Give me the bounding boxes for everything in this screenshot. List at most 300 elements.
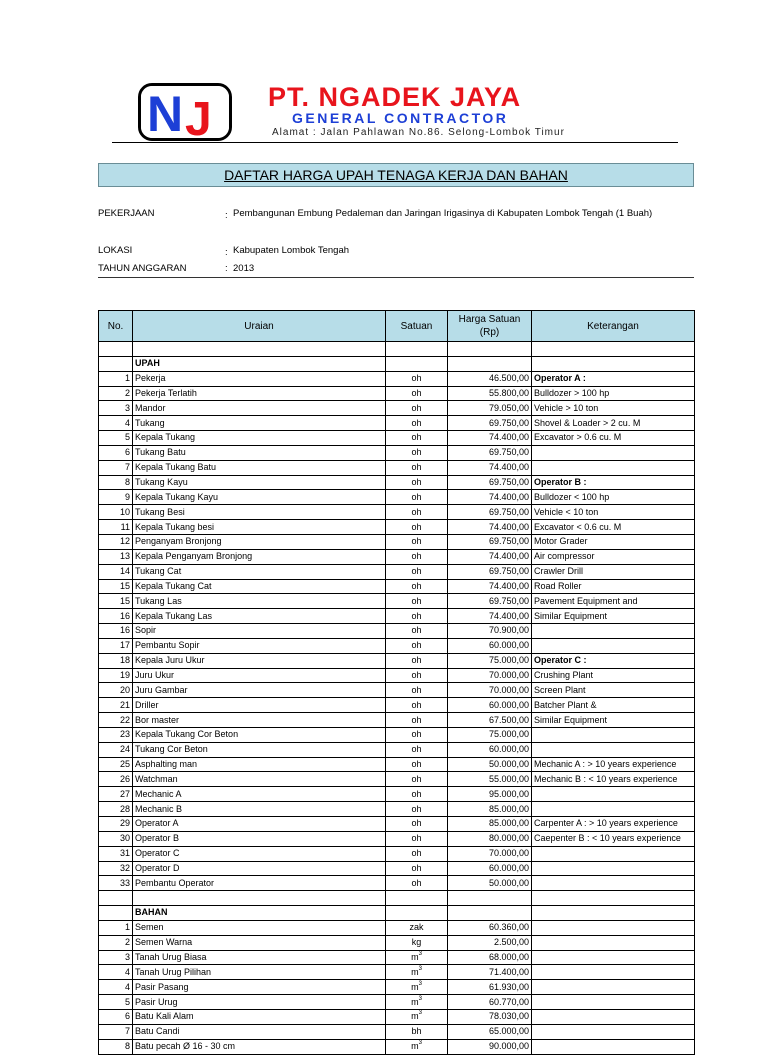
cell-satuan-text: oh [411,521,422,532]
cell-satuan [386,713,448,728]
cell-uraian [133,416,386,431]
cell-no [99,505,133,520]
cell-keterangan-text: Excavator < 0.6 cu. M [534,521,622,532]
table-row [99,624,695,639]
cell-keterangan [532,431,695,446]
cell-uraian [133,638,386,653]
cell-satuan-text: oh [411,625,422,636]
cell-uraian [133,609,386,624]
cell-keterangan-text: Carpenter A : > 10 years experience [534,818,678,829]
cell-harga-text: 74.400,00 [488,432,529,443]
cell-no [99,980,133,995]
cell-uraian [133,772,386,787]
table-row [99,906,695,921]
cell-no-text: 29 [119,818,130,829]
cell-keterangan [532,742,695,757]
cell-harga-text: 74.400,00 [488,551,529,562]
cell-satuan-text: oh [411,818,422,829]
cell-no-text: 16 [119,610,130,621]
cell-no-text: 8 [124,1041,130,1052]
cell-keterangan-text: Excavator > 0.6 cu. M [534,432,622,443]
cell-no [99,772,133,787]
cell-satuan-text: oh [411,877,422,888]
cell-harga [448,594,532,609]
cell-uraian [133,1039,386,1054]
cell-no-text: 7 [124,462,130,473]
cell-keterangan [532,371,695,386]
cell-harga-text: 75.000,00 [488,729,529,740]
nj-logo-mark [141,86,229,138]
table-row [99,1009,695,1024]
header-harga [448,311,532,342]
table-row [99,876,695,891]
cell-keterangan-text: Bulldozer < 100 hp [534,491,610,502]
cell-uraian-text: Tanah Urug Pilihan [135,966,212,977]
cell-satuan [386,475,448,490]
table-row [99,772,695,787]
cell-keterangan [532,861,695,876]
table-row [99,668,695,683]
cell-no [99,460,133,475]
table-row [99,787,695,802]
cell-satuan [386,445,448,460]
cell-harga-text: 69.750,00 [488,566,529,577]
table-row [99,727,695,742]
cell-no-text: 28 [119,803,130,814]
header-divider [112,142,678,143]
cell-uraian-text: Operator A [135,818,179,829]
unit-exponent: 3 [418,995,422,1002]
cell-keterangan [532,490,695,505]
cell-no-text: 21 [119,699,130,710]
cell-satuan [386,1039,448,1054]
cell-satuan [386,505,448,520]
cell-harga [448,713,532,728]
cell-satuan-text: oh [411,655,422,666]
cell-harga-text: 55.800,00 [488,387,529,398]
cell-harga [448,861,532,876]
cell-keterangan [532,1009,695,1024]
table-row [99,371,695,386]
cell-keterangan [532,520,695,535]
cell-keterangan [532,416,695,431]
cell-harga-text: 74.400,00 [488,521,529,532]
cell-keterangan [532,846,695,861]
cell-satuan [386,668,448,683]
cell-uraian [133,683,386,698]
cell-no [99,713,133,728]
cell-harga-text: 55.000,00 [488,773,529,784]
cell-no-text: 6 [124,1011,130,1022]
cell-no [99,342,133,357]
cell-uraian [133,906,386,921]
cell-uraian [133,342,386,357]
cell-harga [448,564,532,579]
cell-uraian-text: Kepala Penganyam Bronjong [135,551,253,562]
cell-satuan [386,846,448,861]
cell-satuan [386,772,448,787]
cell-no [99,787,133,802]
cell-keterangan [532,950,695,965]
cell-harga-text: 65.000,00 [488,1026,529,1037]
cell-keterangan-text: Motor Grader [534,536,588,547]
cell-no [99,475,133,490]
cell-uraian-text: Operator C [135,848,180,859]
cell-keterangan [532,772,695,787]
cell-harga [448,1024,532,1039]
header-harga-line1: Harga Satuan [458,314,521,325]
cell-satuan [386,431,448,446]
cell-keterangan [532,342,695,357]
cell-keterangan [532,534,695,549]
cell-satuan [386,965,448,980]
cell-keterangan [532,475,695,490]
cell-harga [448,920,532,935]
cell-no-text: 15 [119,595,130,606]
cell-uraian [133,920,386,935]
cell-no [99,683,133,698]
cell-uraian-text: Juru Ukur [135,669,175,680]
cell-uraian-text: Sopir [135,625,157,636]
table-header-row [99,311,695,342]
cell-no-text: 3 [124,952,130,963]
cell-no [99,356,133,371]
cell-uraian-text: BAHAN [135,907,168,918]
cell-uraian [133,668,386,683]
cell-no [99,757,133,772]
cell-keterangan-text: Caepenter B : < 10 years experience [534,833,681,844]
cell-satuan-text: oh [411,729,422,740]
cell-no-text: 7 [124,1026,130,1037]
cell-satuan [386,638,448,653]
cell-keterangan-text: Screen Plant [534,684,586,695]
cell-no-text: 4 [124,966,130,977]
cell-harga-text: 78.030,00 [488,1011,529,1022]
cell-harga [448,445,532,460]
cell-satuan [386,831,448,846]
cell-satuan [386,742,448,757]
cell-satuan-text: oh [411,788,422,799]
cell-harga-text: 70.000,00 [488,848,529,859]
cell-satuan-text: oh [411,595,422,606]
cell-no [99,891,133,906]
cell-uraian [133,579,386,594]
table-row [99,401,695,416]
cell-no-text: 5 [124,432,130,443]
cell-harga-text: 50.000,00 [488,877,529,888]
cell-keterangan [532,594,695,609]
cell-keterangan [532,727,695,742]
cell-no-text: 32 [119,862,130,873]
cell-satuan [386,757,448,772]
cell-uraian [133,846,386,861]
cell-no [99,386,133,401]
cell-uraian [133,861,386,876]
cell-uraian [133,520,386,535]
cell-satuan [386,935,448,950]
cell-uraian-text: Tukang Kayu [135,477,188,488]
table-row [99,564,695,579]
cell-keterangan [532,445,695,460]
cell-no-text: 16 [119,625,130,636]
cell-harga [448,817,532,832]
cell-no-text: 15 [119,580,130,591]
cell-satuan-text: oh [411,699,422,710]
table-row [99,534,695,549]
cell-satuan-text: oh [411,402,422,413]
cell-no [99,920,133,935]
cell-uraian [133,980,386,995]
cell-uraian-text: Kepala Tukang Las [135,610,213,621]
cell-no [99,564,133,579]
cell-keterangan [532,609,695,624]
cell-satuan [386,401,448,416]
cell-satuan [386,386,448,401]
cell-harga-text: 70.000,00 [488,669,529,680]
cell-uraian-text: Juru Gambar [135,684,188,695]
cell-uraian [133,460,386,475]
header-uraian: Uraian [133,311,386,342]
cell-uraian-text: Asphalting man [135,759,198,770]
cell-satuan-text: m [411,1011,419,1022]
cell-harga [448,1009,532,1024]
cell-satuan-text: oh [411,580,422,591]
cell-keterangan [532,787,695,802]
cell-uraian-text: Tukang Las [135,595,182,606]
cell-uraian [133,445,386,460]
cell-no-text: 4 [124,981,130,992]
cell-harga [448,579,532,594]
cell-uraian-text: UPAH [135,358,160,369]
cell-no-text: 8 [124,477,130,488]
cell-uraian [133,698,386,713]
document-title: DAFTAR HARGA UPAH TENAGA KERJA DAN BAHAN [98,163,694,187]
cell-satuan [386,624,448,639]
table-row [99,445,695,460]
cell-keterangan [532,935,695,950]
cell-no [99,965,133,980]
cell-keterangan [532,505,695,520]
pekerjaan-label: PEKERJAAN [98,208,155,219]
cell-uraian [133,950,386,965]
cell-satuan-text: oh [411,684,422,695]
logo-letter-n: N [147,86,184,138]
cell-satuan-text: m [411,952,419,963]
cell-uraian [133,995,386,1010]
cell-uraian [133,653,386,668]
table-row [99,995,695,1010]
cell-uraian [133,817,386,832]
table-row [99,757,695,772]
cell-satuan-text: oh [411,744,422,755]
cell-uraian [133,401,386,416]
cell-harga [448,787,532,802]
cell-harga-text: 60.770,00 [488,996,529,1007]
cell-no [99,534,133,549]
cell-satuan [386,609,448,624]
cell-satuan [386,698,448,713]
cell-keterangan-text: Pavement Equipment and [534,595,638,606]
cell-uraian [133,1024,386,1039]
cell-no-text: 12 [119,536,130,547]
table-row [99,1024,695,1039]
cell-uraian-text: Watchman [135,773,178,784]
cell-keterangan [532,460,695,475]
cell-harga [448,757,532,772]
tahun-label: TAHUN ANGGARAN [98,263,187,274]
cell-no [99,624,133,639]
cell-satuan-text: oh [411,714,422,725]
cell-harga [448,356,532,371]
table-row [99,416,695,431]
cell-harga-text: 61.930,00 [488,981,529,992]
company-name: PT. NGADEK JAYA [268,82,522,112]
cell-keterangan-text: Crawler Drill [534,566,583,577]
cell-harga-text: 85.000,00 [488,803,529,814]
cell-keterangan [532,920,695,935]
cell-satuan-text: oh [411,462,422,473]
cell-uraian-text: Kepala Tukang Cat [135,580,212,591]
table-row [99,356,695,371]
table-row [99,980,695,995]
cell-harga [448,416,532,431]
cell-uraian [133,475,386,490]
cell-no [99,490,133,505]
cell-harga [448,995,532,1010]
cell-satuan-text: oh [411,447,422,458]
cell-no [99,995,133,1010]
cell-uraian-text: Batu Candi [135,1026,180,1037]
table-row [99,475,695,490]
cell-uraian [133,371,386,386]
cell-satuan [386,460,448,475]
table-row [99,594,695,609]
cell-harga-text: 79.050,00 [488,402,529,413]
cell-no [99,935,133,950]
cell-no-text: 33 [119,877,130,888]
table-row [99,935,695,950]
cell-keterangan [532,698,695,713]
cell-satuan [386,802,448,817]
cell-keterangan [532,1024,695,1039]
table-row [99,742,695,757]
cell-uraian-text: Penganyam Bronjong [135,536,222,547]
cell-satuan-text: oh [411,640,422,651]
cell-satuan-text: m [411,981,419,992]
cell-no-text: 30 [119,833,130,844]
cell-uraian [133,891,386,906]
cell-uraian [133,1009,386,1024]
cell-satuan-text: zak [409,922,424,933]
cell-harga-text: 2.500,00 [493,937,529,948]
cell-uraian-text: Semen Warna [135,937,193,948]
cell-harga [448,935,532,950]
unit-exponent: 3 [418,1040,422,1047]
cell-no-text: 24 [119,744,130,755]
cell-no [99,609,133,624]
cell-harga [448,831,532,846]
cell-satuan-text: oh [411,551,422,562]
cell-uraian [133,549,386,564]
cell-satuan-text: oh [411,491,422,502]
cell-keterangan-text: Mechanic B : < 10 years experience [534,773,678,784]
cell-satuan [386,371,448,386]
table-row [99,965,695,980]
table-row [99,460,695,475]
cell-no [99,520,133,535]
table-body [99,342,695,1055]
cell-uraian-text: Operator D [135,862,180,873]
cell-uraian-text: Mechanic B [135,803,183,814]
cell-keterangan [532,1039,695,1054]
cell-keterangan-text: Operator A : [534,373,586,384]
cell-satuan-text: oh [411,373,422,384]
cell-harga-text: 60.000,00 [488,862,529,873]
cell-uraian [133,831,386,846]
cell-no-text: 1 [124,373,130,384]
cell-no-text: 3 [124,402,130,413]
cell-keterangan-text: Vehicle < 10 ton [534,506,599,517]
cell-uraian [133,713,386,728]
cell-uraian [133,802,386,817]
cell-harga [448,891,532,906]
cell-harga [448,802,532,817]
cell-harga-text: 69.750,00 [488,595,529,606]
cell-no [99,698,133,713]
cell-harga [448,668,532,683]
cell-harga [448,727,532,742]
cell-satuan [386,920,448,935]
cell-no-text: 2 [124,937,130,948]
cell-satuan-text: oh [411,833,422,844]
cell-satuan-text: oh [411,862,422,873]
cell-uraian-text: Driller [135,699,159,710]
cell-harga [448,638,532,653]
cell-keterangan-text: Batcher Plant & [534,699,597,710]
cell-harga [448,846,532,861]
cell-keterangan-text: Shovel & Loader > 2 cu. M [534,417,641,428]
cell-no [99,742,133,757]
cell-harga-text: 85.000,00 [488,818,529,829]
table-row [99,342,695,357]
cell-keterangan [532,802,695,817]
cell-satuan [386,683,448,698]
company-address: Alamat : Jalan Pahlawan No.86. Selong-Lombok Timur [272,127,565,138]
cell-harga [448,950,532,965]
cell-keterangan-text: Operator C : [534,655,587,666]
cell-harga-text: 60.000,00 [488,744,529,755]
cell-satuan [386,817,448,832]
cell-keterangan-text: Crushing Plant [534,669,594,680]
cell-uraian [133,742,386,757]
cell-no-text: 9 [124,491,130,502]
cell-no-text: 31 [119,848,130,859]
unit-exponent: 3 [418,951,422,958]
cell-no [99,638,133,653]
table-row [99,683,695,698]
cell-harga [448,534,532,549]
cell-keterangan [532,965,695,980]
cell-uraian-text: Kepala Tukang Cor Beton [135,729,239,740]
cell-keterangan [532,876,695,891]
cell-satuan [386,950,448,965]
pekerjaan-colon: : [225,210,228,221]
cell-keterangan [532,713,695,728]
cell-keterangan [532,579,695,594]
cell-uraian-text: Batu Kali Alam [135,1011,194,1022]
cell-uraian [133,876,386,891]
cell-harga-text: 69.750,00 [488,447,529,458]
